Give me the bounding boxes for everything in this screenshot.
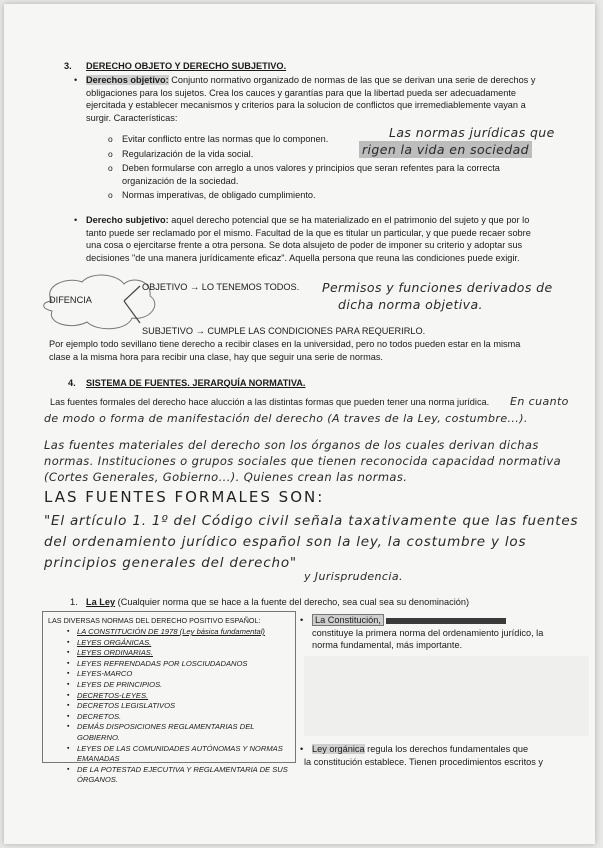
sources-intro: Las fuentes formales del derecho hace alucción a las distintas formas que pueden tener una norma jurídica.	[50, 397, 490, 407]
subjective-law-paragraph	[86, 214, 586, 264]
objective-law-term: Derechos objetivo:	[86, 75, 169, 85]
objective-law-line-4: surgir. Características:	[86, 112, 178, 123]
characteristic-item: o Deben formularse con arreglo a unos valores y principios que seran refentes para la correcta	[122, 162, 582, 175]
handwritten-line: (Cortes Generales, Gobierno...). Quienes crean las normas.	[44, 470, 408, 484]
characteristic-item-continued: organización de la sociedad.	[122, 175, 239, 186]
handwritten-material-sources	[44, 437, 594, 485]
norms-list-item: ▪ LEYES DE PRINCIPIOS.	[77, 680, 292, 691]
handwritten-note-line: Las normas jurídicas que	[389, 125, 555, 140]
norms-list-item: ▪ DECRETOS-LEYES.	[77, 691, 292, 702]
quote-line: del ordenamiento jurídico español son la ley, la costumbre y los	[44, 534, 527, 550]
constitution-term: La Constitución,	[312, 614, 384, 626]
norms-list-item: ▪ DECRETOS.	[77, 712, 292, 723]
section-4-number: 4.	[68, 378, 76, 388]
law-number: 1.	[70, 597, 78, 607]
constitution-line: norma fundamental, más importante.	[312, 640, 463, 651]
example-line: clase a la misma hora para recibir una clase, hay que seguir una serie de normas.	[49, 351, 383, 362]
constitution-paragraph	[312, 614, 590, 652]
quote-line: "El artículo 1. 1º del Código civil señala taxativamente que las fuentes	[44, 513, 579, 529]
characteristic-item: o Regularización de la vida social.	[122, 148, 582, 161]
section-3-heading: DERECHO OBJETO Y DERECHO SUBJETIVO.	[86, 61, 287, 71]
organic-law-line: regula los derechos fundamentales que	[364, 744, 529, 754]
section-3-number: 3.	[64, 61, 72, 71]
characteristic-item: o Normas imperativas, de obligado cumplimiento.	[122, 189, 582, 202]
subjective-law-line-4: decisiones "de una manera jurídicamente eficaz". Aquella persona que reuna las condiciones puede exigir.	[86, 252, 520, 263]
jurisprudence-addendum: y Jurisprudencia.	[304, 570, 403, 583]
law-description: (Cualquier norma que se hace a la fuente del derecho, sea cual sea su denominación)	[115, 597, 470, 607]
handwritten-note-line: dicha norma objetiva.	[338, 297, 483, 312]
law-title: La Ley	[86, 597, 116, 607]
law-heading	[86, 596, 556, 609]
norms-list-item: ▪ LEYES REFRENDADAS POR LOSCIUDADANOS	[77, 659, 292, 670]
norms-list-item: ▪ DE LA POTESTAD EJECUTIVA Y REGLAMENTARIA DE SUS ÓRGANOS.	[77, 765, 292, 786]
example-line: Por ejemplo todo sevillano tiene derecho a recibir clases en la universidad, pero no todos pueden estar en la misma	[49, 339, 521, 349]
objective-law-line-3: ejercitada y establecer mecanismos y criterios para la solucion de conflictos que irremediablemente vayan a	[86, 100, 526, 111]
subjective-law-term: Derecho subjetivo:	[86, 215, 169, 225]
handwritten-in-respect: En cuanto	[510, 395, 569, 408]
example-paragraph	[49, 338, 589, 363]
handwritten-note-subjective	[322, 279, 587, 313]
difference-objective: OBJETIVO → LO TENEMOS TODOS.	[142, 282, 300, 292]
norms-list-item: ▪ DECRETOS LEGISLATIVOS	[77, 701, 292, 712]
norms-list-item: ▪ LEYES ORDINARIAS.	[77, 648, 292, 659]
handwritten-line: normas. Instituciones o grupos sociales que tienen reconocida capacidad normativa	[44, 454, 562, 468]
norms-list-item: ▪ DEMÁS DISPOSICIONES REGLAMENTARIAS DEL GOBIERNO.	[77, 722, 292, 743]
subjective-law-line-1: aquel derecho potencial que se ha materializado en el patrimonio del sujeto y que por lo	[168, 215, 530, 225]
objective-law-line-2: obligaciones para los sujetos. Crea los cauces y garantías para que la libertad pueda ser adecuadamente	[86, 87, 517, 98]
characteristic-item: o Evitar conflicto entre las normas que lo componen.	[122, 133, 582, 146]
handwritten-note-line: rigen la vida en sociedad	[359, 141, 532, 158]
handwritten-formal-sources: de modo o forma de manifestación del derecho (A traves de la Ley, costumbre...).	[44, 412, 528, 425]
quote-line: principios generales del derecho"	[44, 555, 297, 571]
handwritten-line: Las fuentes materiales del derecho son los órganos de los cuales derivan dichas	[44, 438, 539, 452]
difference-label: DIFENCIA	[49, 295, 92, 305]
norms-list-box	[42, 611, 296, 785]
crossed-out-text	[386, 618, 506, 624]
handwritten-note-objective	[359, 124, 569, 158]
norms-list	[77, 627, 292, 786]
norms-list-item: ▪ LEYES-MARCO	[77, 669, 292, 680]
objective-law-line-1: Conjunto normativo organizado de normas de las que se derivan una serie de derechos y	[168, 75, 536, 85]
document-page	[4, 4, 595, 844]
norms-list-item: ▪ LEYES DE LAS COMUNIDADES AUTÓNOMAS Y NORMAS EMANADAS	[77, 744, 292, 765]
norms-list-item: ▪ LEYES ORGÁNICAS.	[77, 638, 292, 649]
section-4-heading: SISTEMA DE FUENTES. JERARQUÍA NORMATIVA.	[86, 378, 306, 388]
organic-law-line: la constitución establece. Tienen procedimientos escritos y	[304, 756, 543, 767]
norms-list-item: ▪ LA CONSTITUCIÓN DE 1978 (Ley básica fundamental)	[77, 627, 292, 638]
organic-law-term: Ley orgánica	[312, 744, 365, 754]
norms-list-title: LAS DIVERSAS NORMAS DEL DERECHO POSITIVO ESPAÑOL:	[48, 616, 261, 625]
formal-sources-title: LAS FUENTES FORMALES SON:	[44, 488, 325, 506]
handwritten-note-line: Permisos y funciones derivados de	[322, 280, 553, 295]
constitution-line: constituye la primera norma del ordenamiento jurídico, la	[312, 627, 544, 638]
subjective-law-line-3: una cosa o ejercitarse frente a otra persona. Se dota alsujeto de poder de imponer su criterio y adoptar sus	[86, 240, 523, 251]
civil-code-quote	[44, 511, 594, 574]
organic-law-paragraph	[304, 743, 592, 768]
objective-law-paragraph	[86, 74, 586, 124]
blank-area	[304, 656, 589, 736]
subjective-law-line-2: tanto puede ser reclamado por el mismo. Facultad de la que es titular un particular, y que puede recaer sobre	[86, 227, 531, 238]
difference-subjective: SUBJETIVO → CUMPLE LAS CONDICIONES PARA REQUERIRLO.	[142, 326, 426, 336]
